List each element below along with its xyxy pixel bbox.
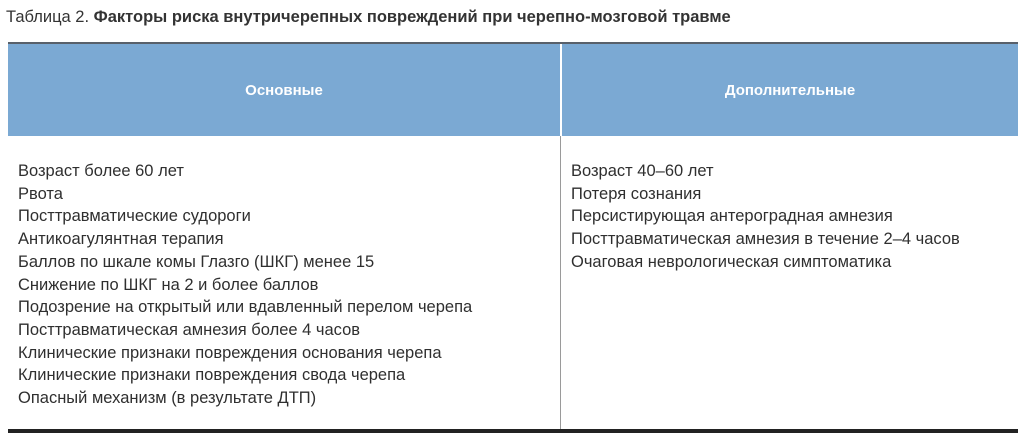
additional-factor-item: Посттравматическая амнезия в течение 2–4 часов xyxy=(571,230,960,249)
main-factors-cell xyxy=(18,160,553,410)
main-factor-item: Рвота xyxy=(18,184,63,203)
main-factor-item: Опасный механизм (в результате ДТП) xyxy=(18,389,317,408)
header-main-factors: Основные xyxy=(245,81,323,99)
main-factor-item: Снижение по ШКГ на 2 и более баллов xyxy=(18,275,319,294)
main-factor-item: Антикоагулянтная терапия xyxy=(18,230,224,249)
main-factor-item: Подозрение на открытый или вдавленный перелом черепа xyxy=(18,298,473,317)
caption-title: Факторы риска внутричерепных повреждений при черепно-мозговой травме xyxy=(93,8,731,26)
additional-factor-item: Очаговая неврологическая симптоматика xyxy=(571,252,892,271)
body-column-divider xyxy=(560,136,561,429)
additional-factors-cell xyxy=(571,160,1011,274)
main-factor-item: Баллов по шкале комы Глазго (ШКГ) менее 15 xyxy=(18,252,375,271)
header-additional-factors: Дополнительные xyxy=(724,81,856,99)
main-factor-item: Клинические признаки повреждения свода черепа xyxy=(18,366,406,385)
table-body xyxy=(8,136,1018,429)
main-factor-item: Посттравматическая амнезия более 4 часов xyxy=(18,320,361,339)
additional-factor-item: Персистирующая антероградная амнезия xyxy=(571,207,893,226)
risk-factors-table xyxy=(8,42,1018,434)
additional-factor-item: Потеря сознания xyxy=(571,184,702,203)
main-factor-item: Посттравматические судороги xyxy=(18,207,251,226)
main-factor-item: Клинические признаки повреждения основания черепа xyxy=(18,343,442,362)
table-header xyxy=(8,42,1018,136)
table-caption xyxy=(6,6,731,28)
table-bottom-rule xyxy=(8,429,1018,433)
additional-factor-item: Возраст 40–60 лет xyxy=(571,162,714,180)
main-factor-item: Возраст более 60 лет xyxy=(18,162,184,180)
caption-prefix: Таблица 2. xyxy=(6,8,90,26)
